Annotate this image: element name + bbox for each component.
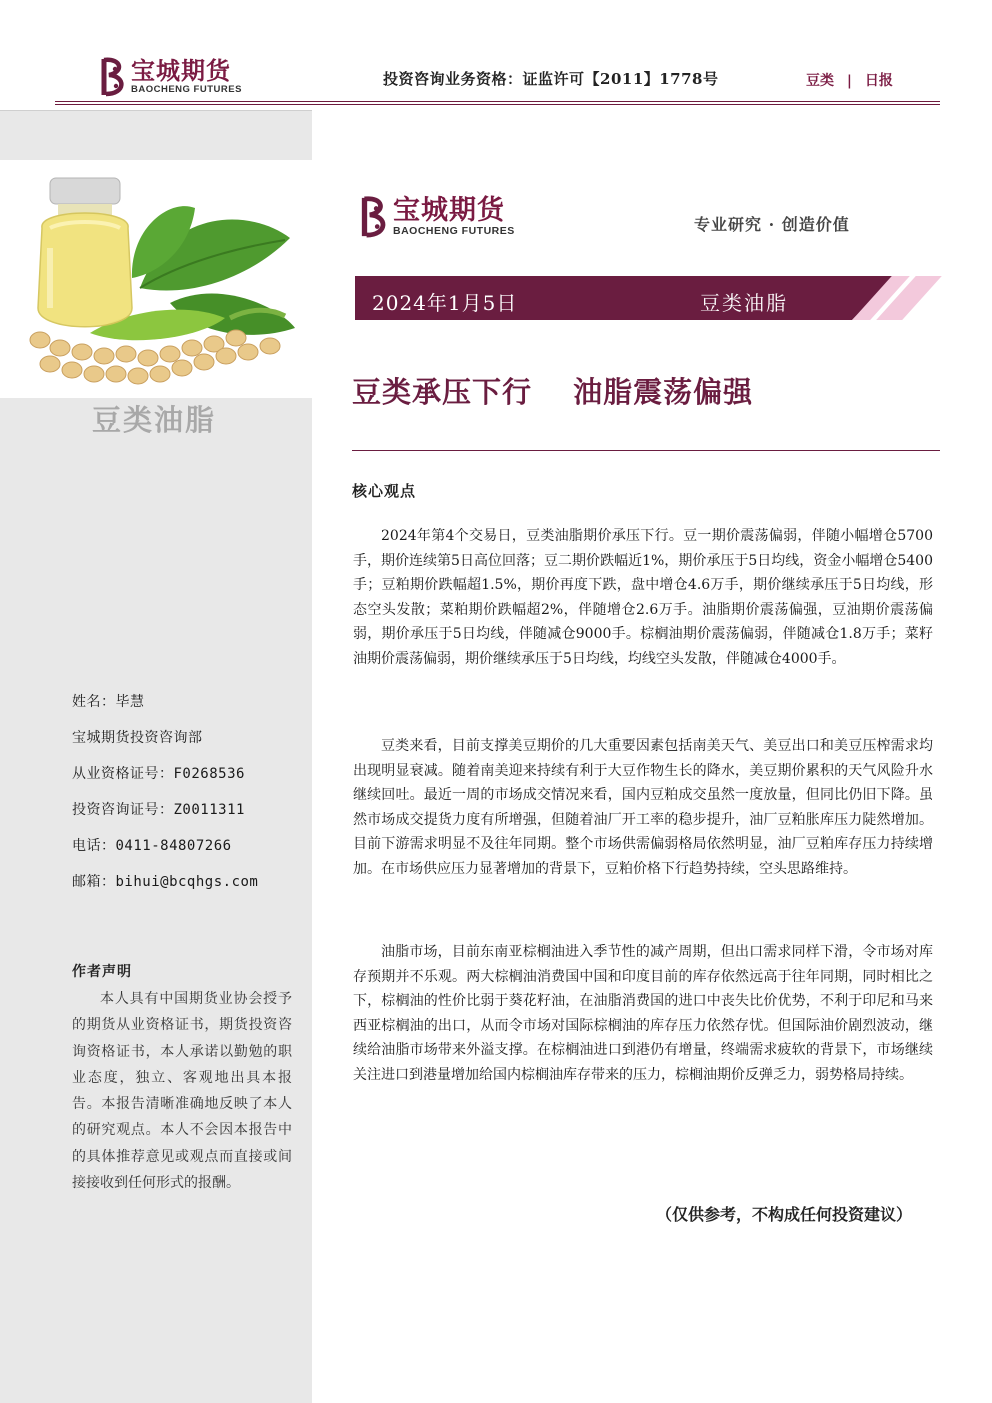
paragraph-1: 2024年第4个交易日，豆类油脂期价承压下行。豆一期价震荡偏弱，伴随小幅增仓5700手，期价连续第5日高位回落；豆二期价跌幅近1%，期价承压于5日均线，资金小幅增仓5400手；豆粕期价跌幅超1.5%，期价再度下跌，盘中增仓4.6万手，期价继续承压于5日均线，形态空头发散；菜粕期价跌幅超2%，伴随增仓2.6万手。油脂期价震荡偏强，豆油期价震荡偏弱，期价承压于5日均线，伴随减仓9000手。棕榈油期价震荡偏弱，伴随减仓1.8万手；菜籽油期价震荡偏弱，期价继续承压于5日均线，均线空头发散，伴随减仓4000手。 [353,528,933,667]
license-number: 从业资格证号：F0268536 [72,766,245,782]
author-name: 姓名：毕慧 [72,694,145,710]
header-report-type: 日报 [864,73,893,89]
title-part2: 油脂震荡偏强 [573,375,754,409]
report-date: 2024年1月5日 [372,291,518,315]
report-title [352,370,753,411]
section-heading: 核心观点 [352,482,417,500]
advisory-number: 投资咨询证号：Z0011311 [72,802,245,818]
header-rule-thin [55,104,940,105]
header-separator: | [846,73,852,89]
qualification-text: 投资咨询业务资格：证监许可【2011】1778号 [383,70,719,88]
baocheng-logo-icon [356,194,390,240]
slogan: 专业研究 · 创造价值 [694,215,850,234]
statement-text: 本人具有中国期货业协会授予的期货从业资格证书，期货投资咨询资格证书，本人承诺以勤勉的职业态度，独立、客观地出具本报告。本报告清晰准确地反映了本人的研究观点。本人不会因本报告中的具体推荐意见或观点而直接或间接接收到任何形式的报酬。 [72,991,292,1192]
header-logo-cn: 宝城期货 [131,57,231,85]
main-logo-cn: 宝城期货 [393,195,505,226]
banner-category: 豆类油脂 [700,291,788,315]
baocheng-logo-icon [96,56,128,98]
statement-title: 作者声明 [72,964,132,980]
paragraph-3: 油脂市场，目前东南亚棕榈油进入季节性的减产周期，但出口需求同样下滑，令市场对库存预期并不乐观。两大棕榈油消费国中国和印度目前的库存依然远高于往年同期，同时相比之下，棕榈油的性价比弱于葵花籽油，在油脂消费国的进口中丧失比价优势，不利于印尼和马来西亚棕榈油的出口，从而令市场对国际棕榈油的库存压力依然存忧。但国际油价剧烈波动，继续给油脂市场带来外溢支撑。在棕榈油进口到港仍有增量，终端需求疲软的背景下，市场继续关注进口到港量增加给国内棕榈油库存带来的压力，棕榈油期价反弹乏力，弱势格局持续。 [353,944,933,1083]
header-category-label: 豆类 [806,73,834,89]
soybean-oil-illustration [20,168,310,398]
disclaimer: （仅供参考，不构成任何投资建议） [656,1205,913,1224]
phone: 电话：0411-84807266 [72,838,232,854]
header-rule [55,101,940,102]
sidebar-product-label: 豆类油脂 [92,403,217,437]
header-logo-en: BAOCHENG FUTURES [131,84,242,95]
sidebar-top-line [0,110,312,111]
header-category [806,70,893,90]
main-logo [356,194,515,240]
main-logo-en: BAOCHENG FUTURES [393,225,515,237]
header-logo [96,56,242,98]
paragraph-2: 豆类来看，目前支撑美豆期价的几大重要因素包括南美天气、美豆出口和美豆压榨需求均出现明显衰减。随着南美迎来持续有利于大豆作物生长的降水，美豆期价累积的天气风险升水继续回吐。最近一周的市场成交情况来看，国内豆粕成交虽然一度放量，但同比仍旧下降。虽然市场成交提货力度有所增强，但随着油厂开工率的稳步提升，油厂豆粕胀库压力陡然增加。目前下游需求明显不及往年同期。整个市场供需偏弱格局依然明显，油厂豆粕库存压力持续增加。在市场供应压力显著增加的背景下，豆粕价格下行趋势持续，空头思路维持。 [353,738,933,877]
department: 宝城期货投资咨询部 [72,730,203,746]
title-rule [352,450,940,451]
title-part1: 豆类承压下行 [352,375,533,409]
email: 邮箱：bihui@bcqhgs.com [72,874,259,890]
